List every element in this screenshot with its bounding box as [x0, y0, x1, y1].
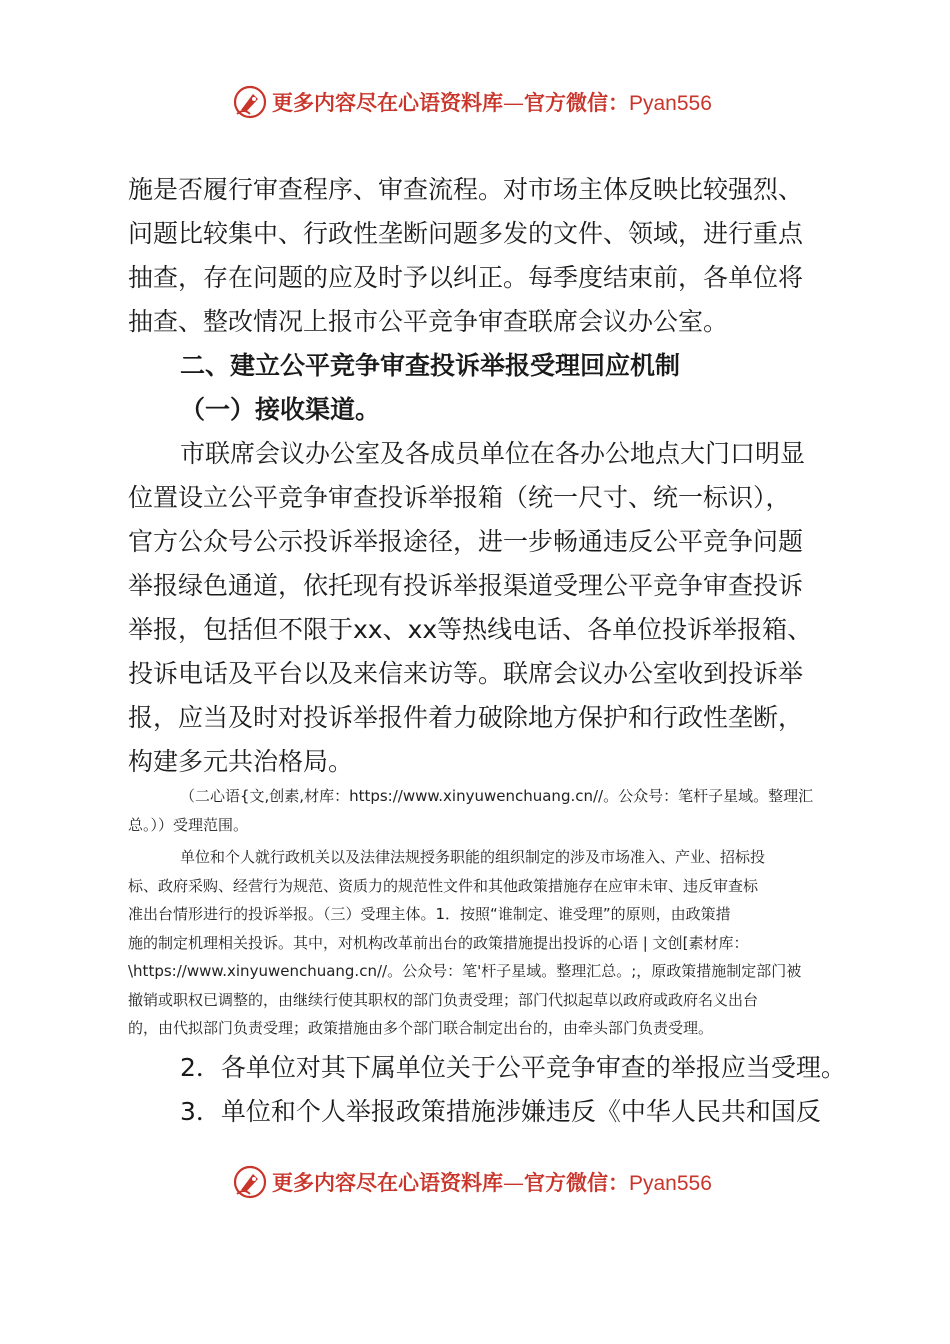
subsection-heading-text: （一）接收渠道。: [180, 395, 381, 424]
small-line: 单位和个人就行政机关以及法律法规授务职能的组织制定的涉及市场准入、产业、招标投: [180, 848, 766, 866]
text-line: 施是否履行审查程序、审查流程。对市场主体反映比较强烈、: [128, 175, 804, 204]
paragraph-1: [128, 168, 840, 344]
banner-text: 更多内容尽在心语资料库—官方微信：Pyan556: [272, 1170, 712, 1195]
text-line: 问题比较集中、行政性垄断问题多发的文件、领域，进行重点: [128, 219, 804, 248]
text-line: 抽查，存在问题的应及时予以纠正。每季度结束前，各单位将: [128, 263, 804, 292]
text-line: 投诉电话及平台以及来信来访等。联席会议办公室收到投诉举: [128, 659, 804, 688]
bottom-banner: [0, 1162, 950, 1202]
small-line: 施的制定机理相关投诉。其中，对机构改革前出台的政策措施提出投诉的心语 | 文创[素材库：: [128, 933, 749, 952]
text-line: 抽查、整改情况上报市公平竞争审查联席会议办公室。: [128, 307, 729, 336]
top-banner: [0, 82, 950, 122]
numbered-item-text: 3．单位和个人举报政策措施涉嫌违反《中华人民共和国反: [180, 1097, 821, 1126]
small-print-section: [128, 782, 840, 1043]
numbered-item-text: 2．各单位对其下属单位关于公平竞争审查的举报应当受理。: [180, 1053, 846, 1082]
subsection-heading: [128, 388, 840, 432]
text-line: 构建多元共治格局。: [128, 747, 354, 776]
small-line: \https://www.xinyuwenchuang.cn//。公众号：笔'杆子星域。整理汇总。;，原政策措施制定部门被: [128, 962, 802, 980]
body-section-2: [128, 1046, 846, 1134]
numbered-item-2: [128, 1046, 846, 1090]
text-line: 举报绿色通道，依托现有投诉举报渠道受理公平竞争审查投诉: [128, 571, 804, 600]
small-paragraph-2: [128, 843, 840, 1043]
section-heading: [128, 344, 840, 388]
pen-nib-logo-icon: [232, 84, 268, 120]
small-paragraph-1: [128, 782, 840, 839]
small-line: （二心语{文,创素,材库：https://www.xinyuwenchuang.cn//。公众号：笔杆子星域。整理汇: [180, 787, 814, 805]
small-line: 总。））受理范围。: [128, 815, 249, 834]
numbered-item-3: [128, 1090, 840, 1134]
small-line: 的，由代拟部门负责受理；政策措施由多个部门联合制定出台的，由牵头部门负责受理。: [128, 1019, 714, 1037]
text-line: 官方公众号公示投诉举报途径，进一步畅通违反公平竞争问题: [128, 527, 804, 556]
banner-text: 更多内容尽在心语资料库—官方微信：Pyan556: [272, 90, 712, 115]
small-line: 准出台情形进行的投诉举报。（三）受理主体。1．按照“谁制定、谁受理”的原则，由政策措: [128, 905, 731, 923]
text-line: 位置设立公平竞争审查投诉举报箱（统一尺寸、统一标识），: [128, 483, 791, 512]
text-line: 市联席会议办公室及各成员单位在各办公地点大门口明显: [180, 439, 806, 468]
body-section-1: [128, 168, 840, 784]
paragraph-2: [128, 432, 840, 784]
section-heading-text: 二、建立公平竞争审查投诉举报受理回应机制: [180, 351, 681, 380]
text-line: 举报，包括但不限于xx、xx等热线电话、各单位投诉举报箱、: [128, 615, 813, 644]
small-line: 撤销或职权已调整的，由继续行使其职权的部门负责受理；部门代拟起草以政府或政府名义出台: [128, 990, 759, 1009]
text-line: 报，应当及时对投诉举报件着力破除地方保护和行政性垄断，: [128, 703, 804, 732]
pen-nib-logo-icon: [232, 1164, 268, 1200]
small-line: 标、政府采购、经营行为规范、资质力的规范性文件和其他政策措施存在应审未审、违反审查标: [128, 876, 759, 895]
